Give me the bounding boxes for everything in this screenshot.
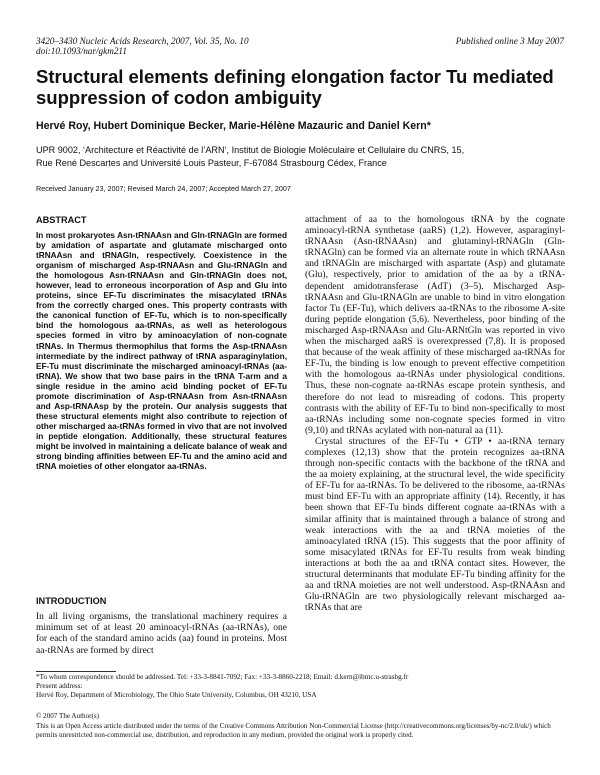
copyright-line: © 2007 The Author(s) [36,712,99,720]
license-block [36,712,566,741]
introduction-heading: INTRODUCTION [36,596,107,606]
body-paragraph: Crystal structures of the EF-Tu • GTP • aa-tRNA ternary complexes (12,13) show that the protein recognizes aa-tRNA through non-specific contacts with the backbone of the tRNA and the aa moiety explaining, at the structural level, the wide specificity of EF-Tu for aa-tRNAs. To be delivered to the ribosome, aa-tRNAs must bind EF-Tu with an appropriate affinity (14). Recently, it has been shown that EF-Tu binds different cognate aa-tRNAs with a similar affinity that is maintained through a balance of strong and weak interactions with the aa and tRNA moieties of the aminoacylated tRNA (15). This suggests that the poor affinity of some misacylated tRNAs for EF-Tu results from weak binding interactions at both the aa and tRNA contact sites. However, the structural determinants that modulate EF-Tu binding affinity for the aa and tRNA moieties are not well understood. Asp-tRNAAsn and Glu-tRNAGln are two physiologically relevant mischarged aa-tRNAs that are [305,436,565,614]
affiliation [36,144,566,169]
abstract-heading: ABSTRACT [36,215,87,225]
license-text: This is an Open Access article distributed under the terms of the Creative Commons Attribution Non-Commercial License (http://creativecommons.org/licenses/by-nc/2.0/uk/) which permits unrestricted non-commercial use, distribution, and reproduction in any medium, provided the original work is properly cited. [36,721,551,740]
abstract-text: In most prokaryotes Asn-tRNAAsn and Gln-tRNAGln are formed by amidation of aspartate and glutamate mischarged onto tRNAAsn and tRNAGln, respectively. Coexistence in the organism of mischarged Asp-tRNAAsn and Glu-tRNAGln and the homologous Asn-tRNAAsn and Gln-tRNAGln does not, however, lead to erroneous incorporation of Asp and Glu into proteins, since EF-Tu discriminates the misacylated tRNAs from the correctly charged ones. This property contrasts with the canonical function of EF-Tu, which is to non-specifically bind the homologous aa-tRNAs, as well as heterologous species formed in vitro by aminoacylation of non-cognate tRNAs. In Thermus thermophilus that forms the Asp-tRNAAsn intermediate by the indirect pathway of tRNA asparaginylation, EF-Tu must discriminate the mischarged aminoacyl-tRNAs (aa-tRNA). We show that two base pairs in the tRNA T-arm and a single residue in the amino acid binding pocket of EF-Tu promote discrimination of Asp-tRNAAsn from Asn-tRNAAsn and Asp-tRNAAsp by the protein. Our analysis suggests that these structural elements might also contribute to rejection of other mischarged aa-tRNAs formed in vivo that are not involved in peptide elongation. Additionally, these structural features might be involved in maintaining a delicate balance of weak and strong binding affinities between EF-Tu and the amino acid and tRNA moieties of other elongator aa-tRNAs. [36,231,287,472]
doi: doi:10.1093/nar/gkm211 [36,46,127,56]
present-address: Hervé Roy, Department of Microbiology, The Ohio State University, Columbus, OH 43210, USA [36,691,317,700]
journal-header [36,36,249,56]
present-address-label: Present address: [36,682,83,691]
affiliation-line: Rue René Descartes and Université Louis Pasteur, F-67084 Strasbourg Cédex, France [36,157,387,168]
journal-citation: 3420–3430 Nucleic Acids Research, 2007, Vol. 35, No. 10 [36,36,249,46]
received-dates: Received January 23, 2007; Revised March 24, 2007; Accepted March 27, 2007 [36,184,291,193]
article-title: Structural elements defining elongation factor Tu mediated suppression of codon ambiguity [36,66,554,108]
author-list: Hervé Roy, Hubert Dominique Becker, Marie-Hélène Mazauric and Daniel Kern* [36,120,431,132]
correspondence-note: *To whom correspondence should be addressed. Tel: +33-3-8841-7092; Fax: +33-3-8860-2218; Email: d.kern@ibmc.u-strasbg.fr [36,673,409,681]
publication-date: Published online 3 May 2007 [455,36,564,46]
affiliation-line: UPR 9002, ‘Architecture et Réactivité de l’ARN’, Institut de Biologie Moléculaire et Cellulaire du CNRS, 15, [36,145,465,155]
footnote-rule [36,671,116,672]
body-paragraph: attachment of aa to the homologous tRNA by the cognate aminoacyl-tRNA synthetase (aaRS) (1,2). However, asparaginyl-tRNAAsn (Asn-tRNAAsn) and glutaminyl-tRNAGln (Gln-tRNAGln) can be formed via an alternate route in which tRNAAsn and tRNAGln are mischarged with aspartate (Asp) and glutamate (Glu), respectively, prior to amidation of the aa by a tRNA-dependent amidotransferase (AdT) (3–5). Mischarged Asp-tRNAAsn and Glu-tRNAGln are unable to bind in vitro elongation factor Tu (EF-Tu), which delivers aa-tRNAs to the ribosome A-site during peptide elongation (5,6). Nevertheless, poor binding of the mischarged Asp-tRNAAsn and Glu-ARNtGln was reported in vivo when the mischarged aaRS is overexpressed (7,8). It is proposed that because of the weak affinity of these mischarged aa-tRNAs for EF-Tu, the binding is low enough to prevent effective competition with the homologous aa-tRNAs under physiological conditions. Thus, these non-cognate aa-tRNAs escape protein synthesis, and therefore do not lead to misreading of codons. This property contrasts with the ability of EF-Tu to bind non-specifically to most aa-tRNAs including some non-cognate species formed in vitro (9,10) and tRNAs acylated with non-natural aa (11). [305,215,565,436]
footnotes [36,673,566,701]
right-column [305,215,565,614]
introduction-text: In all living organisms, the translational machinery requires a minimum set of at least 20 aminoacyl-tRNAs (aa-tRNAs), one for each of the standard amino acids (aa) found in proteins. Most aa-tRNAs are formed by direct [36,612,287,656]
